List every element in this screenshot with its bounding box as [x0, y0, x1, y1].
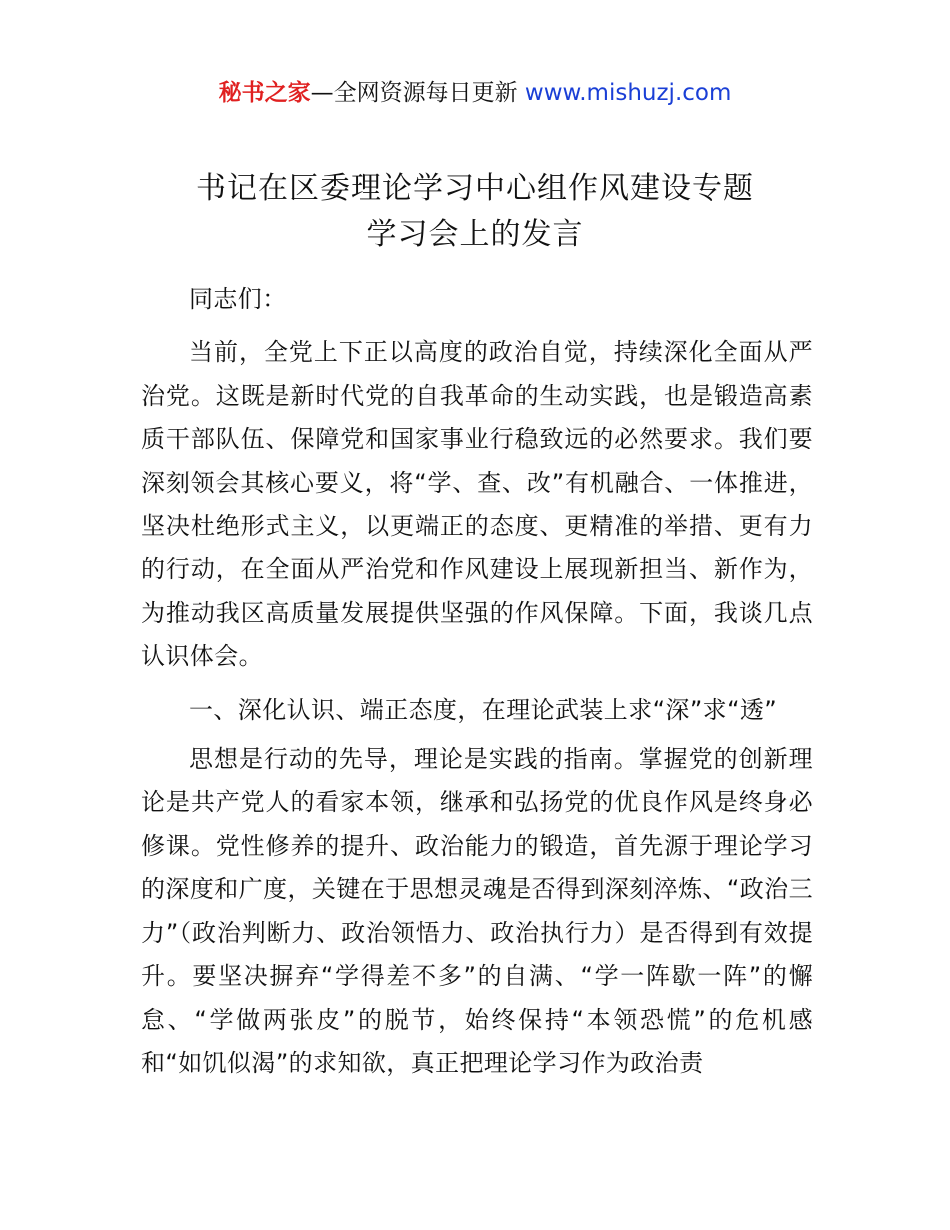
salutation: 同志们： — [189, 285, 287, 313]
site-header — [0, 76, 950, 110]
section-heading-1: 一、深化认识、端正态度，在理论武装上求“深”求“透” — [189, 695, 778, 724]
document-title — [0, 166, 950, 258]
site-url-link[interactable]: www.mishuzj.com — [524, 80, 732, 106]
brand-name: 秘书之家 — [218, 80, 311, 106]
paragraph-section-1: 思想是行动的先导，理论是实践的指南。掌握党的创新理论是共产党人的看家本领，继承和弘扬党的优良作风是终身必修课。党性修养的提升、政治能力的锻造，首先源于理论学习的深度和广度，关键在于思想灵魂是否得到深刻淬炼、“政治三力”（政治判断力、政治领悟力、政治执行力）是否得到有效提升。要坚决摒弃“学得差不多”的自满、“学一阵歇一阵”的懈怠、“学做两张皮”的脱节，始终保持“本领恐慌”的危机感和“如饥似渴”的求知欲，真正把理论学习作为政治责 — [141, 745, 813, 1077]
document-body — [141, 278, 813, 1095]
site-tagline: —全网资源每日更新 — [310, 80, 525, 106]
title-line-1: 书记在区委理论学习中心组作风建设专题 — [196, 171, 754, 206]
paragraph-intro: 当前，全党上下正以高度的政治自觉，持续深化全面从严治党。这既是新时代党的自我革命的生动实践，也是锻造高素质干部队伍、保障党和国家事业行稳致远的必然要求。我们要深刻领会其核心要义，将“学、查、改”有机融合、一体推进，坚决杜绝形式主义，以更端正的态度、更精准的举措、更有力的行动，在全面从严治党和作风建设上展现新担当、新作为，为推动我区高质量发展提供坚强的作风保障。下面，我谈几点认识体会。 — [141, 338, 813, 671]
title-line-2: 学习会上的发言 — [366, 217, 584, 252]
